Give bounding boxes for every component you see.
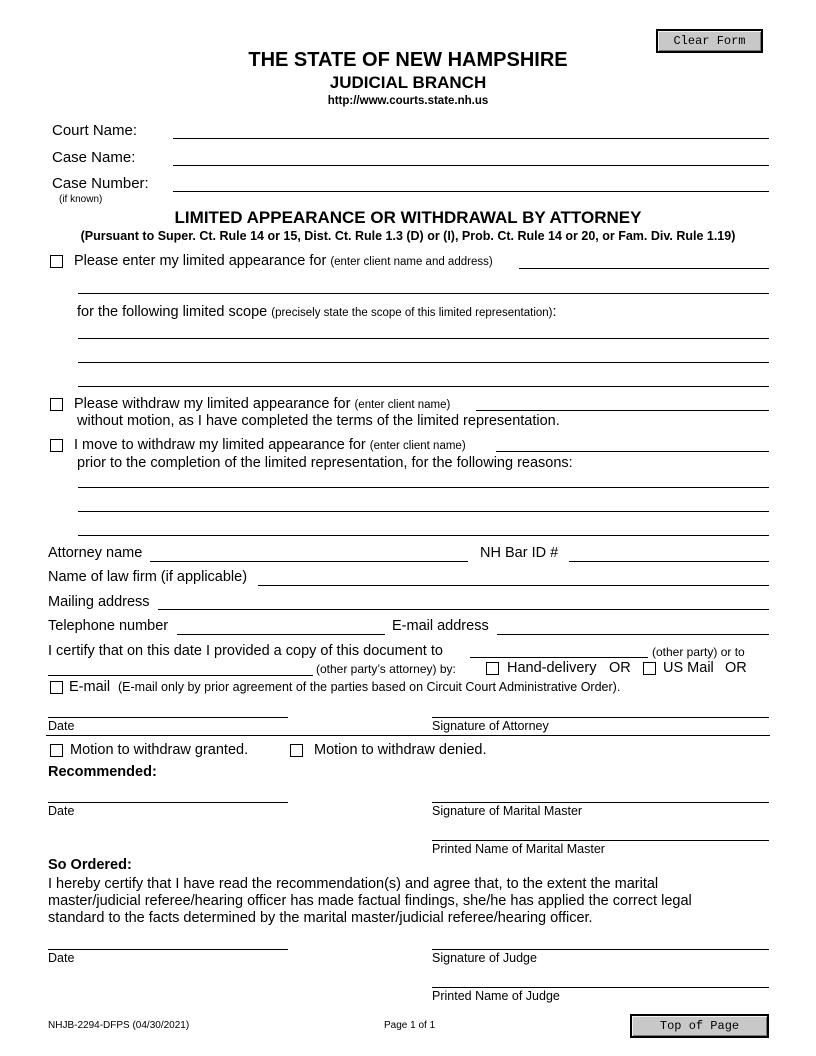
reasons-line-1[interactable] [78,487,769,488]
bar-id-field[interactable] [569,561,769,562]
move-client-hint: (enter client name) [369,440,466,452]
scope-line-1[interactable] [78,338,769,339]
certify-text: I certify that on this date I provided a copy of this document to [48,643,443,659]
order-text-line-2: master/judicial referee/hearing officer has made factual findings, she/he has applied the correct legal [48,893,692,909]
motion-denied-checkbox[interactable] [290,744,303,757]
hand-delivery-label: Hand-delivery [507,660,597,676]
master-signature-field[interactable] [432,802,769,803]
bar-id-label: NH Bar ID # [480,545,559,561]
attorney-date-label: Date [48,719,75,733]
us-mail-checkbox[interactable] [643,662,656,675]
email-address-field[interactable] [497,634,769,635]
master-printed-name-field[interactable] [432,840,769,841]
mailing-address-label: Mailing address [48,594,150,610]
motion-granted-label: Motion to withdraw granted. [70,742,249,758]
scope-line-2[interactable] [78,362,769,363]
scope-line-3[interactable] [78,386,769,387]
other-attorney-hint: (other party’s attorney) by: [316,662,456,676]
other-party-hint: (other party) or to [652,645,745,659]
branch-heading: JUDICIAL BRANCH [329,73,487,92]
case-number-field[interactable] [173,191,769,192]
order-text-line-1: I hereby certify that I have read the recommendation(s) and agree that, to the extent the marital [48,876,659,892]
or-label-1: OR [609,660,631,676]
reasons-line-3[interactable] [78,535,769,536]
withdraw-checkbox[interactable] [50,398,63,411]
page-number: Page 1 of 1 [384,1020,436,1031]
attorney-signature-field[interactable] [432,717,769,718]
move-withdraw-text: I move to withdraw my limited appearance for [74,437,366,453]
enter-appearance-checkbox[interactable] [50,255,63,268]
move-client-field[interactable] [496,451,769,452]
email-service-note: (E-mail only by prior agreement of the parties based on Circuit Court Administrative Order). [118,680,621,694]
order-text-line-3: standard to the facts determined by the marital master/judicial referee/hearing officer. [48,910,593,926]
telephone-label: Telephone number [48,618,169,634]
if-known-note: (if known) [59,194,103,205]
or-label-2: OR [725,660,747,676]
form-title: LIMITED APPEARANCE OR WITHDRAWAL BY ATTORNEY [174,208,642,227]
court-url: http://www.courts.state.nh.us [327,95,489,107]
attorney-name-label: Attorney name [48,545,143,561]
hand-delivery-checkbox[interactable] [486,662,499,675]
motion-denied-label: Motion to withdraw denied. [314,742,487,758]
judge-signature-label: Signature of Judge [432,951,537,965]
enter-appearance-label [74,253,493,269]
master-date-label: Date [48,804,75,818]
court-name-label: Court Name: [52,122,138,139]
state-heading: THE STATE OF NEW HAMPSHIRE [248,49,568,71]
withdraw-client-hint: (enter client name) [354,399,451,411]
judge-date-field[interactable] [48,949,288,950]
master-signature-label: Signature of Marital Master [432,804,583,818]
judge-signature-field[interactable] [432,949,769,950]
section-divider [46,735,770,736]
case-name-label: Case Name: [52,149,136,166]
clear-form-button[interactable]: Clear Form [656,29,763,53]
top-of-page-button[interactable]: Top of Page [630,1014,769,1038]
enter-client-hint: (enter client name and address) [330,256,493,268]
judge-printed-name-field[interactable] [432,987,769,988]
withdraw-client-field[interactable] [476,410,769,411]
master-date-field[interactable] [48,802,288,803]
form-id: NHJB-2294-DFPS (04/30/2021) [48,1020,190,1031]
law-firm-field[interactable] [258,585,769,586]
move-line-2: prior to the completion of the limited representation, for the following reasons: [77,455,573,471]
other-attorney-field[interactable] [48,675,313,676]
other-party-field[interactable] [470,657,648,658]
client-address-line-2[interactable] [78,293,769,294]
form-subtitle: (Pursuant to Super. Ct. Rule 14 or 15, Dist. Ct. Rule 1.3 (D) or (I), Prob. Ct. Rule 14 or 20, or Fam. Div. Rule 1.19) [80,229,736,243]
judge-printed-name-label: Printed Name of Judge [432,989,560,1003]
case-number-label: Case Number: [52,175,149,192]
reasons-line-2[interactable] [78,511,769,512]
mailing-address-field[interactable] [158,609,769,610]
scope-colon: : [552,304,557,320]
move-withdraw-checkbox[interactable] [50,439,63,452]
law-firm-label: Name of law firm (if applicable) [48,569,248,585]
other-party-suffix [652,643,745,661]
motion-granted-checkbox[interactable] [50,744,63,757]
scope-hint: (precisely state the scope of this limited representation) [271,307,553,319]
us-mail-label: US Mail [663,660,714,676]
so-ordered-heading: So Ordered: [48,857,132,873]
court-name-field[interactable] [173,138,769,139]
case-name-field[interactable] [173,165,769,166]
attorney-date-field[interactable] [48,717,288,718]
attorney-name-field[interactable] [150,561,468,562]
email-address-label: E-mail address [392,618,489,634]
judge-date-label: Date [48,951,75,965]
scope-label [77,304,557,320]
withdraw-text: Please withdraw my limited appearance for [74,396,351,412]
move-withdraw-label [74,437,466,453]
enter-appearance-text: Please enter my limited appearance for [74,253,327,269]
telephone-field[interactable] [177,634,385,635]
attorney-signature-label: Signature of Attorney [432,719,549,733]
master-printed-name-label: Printed Name of Marital Master [432,842,605,856]
scope-text: for the following limited scope [77,304,268,320]
withdraw-label [74,396,450,412]
email-service-label: E-mail [69,679,111,695]
withdraw-line-2: without motion, as I have completed the terms of the limited representation. [77,413,560,429]
recommended-heading: Recommended: [48,764,157,780]
email-service-checkbox[interactable] [50,681,63,694]
client-name-address-field[interactable] [519,268,769,269]
